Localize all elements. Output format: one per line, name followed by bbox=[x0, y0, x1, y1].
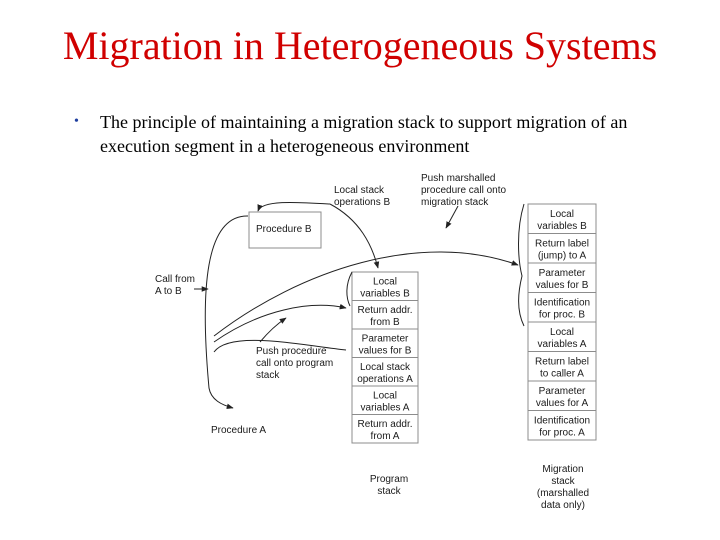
procedure-a-label: Procedure A bbox=[211, 425, 267, 436]
push-marshalled-arrow bbox=[446, 206, 458, 228]
push-marshalled-label: Push marshalled procedure call onto migration stack bbox=[421, 173, 507, 208]
migration-stack-cell-label: Identification for proc. B bbox=[533, 297, 591, 321]
migration-stack-cell-label: Identification for proc. A bbox=[533, 415, 591, 439]
migration-stack-cell-label: Local variables B bbox=[537, 208, 587, 232]
migration-stack-cell-label: Parameter values for A bbox=[535, 385, 589, 409]
migration-stack-caption: Migration stack (marshalled data only) bbox=[536, 464, 590, 511]
call-flow-curve bbox=[205, 216, 248, 408]
push-procedure-arrow bbox=[260, 318, 286, 342]
migration-bracket bbox=[519, 204, 525, 326]
local-ops-b-arrow bbox=[258, 202, 330, 211]
migration-stack-cell-label: Return label to caller A bbox=[535, 356, 589, 380]
migration-stack-cell-label: Local variables A bbox=[537, 326, 587, 350]
migration-stack bbox=[528, 204, 596, 440]
program-stack-cell-label: Local variables B bbox=[360, 276, 410, 300]
program-stack-cell-label: Return addr. from B bbox=[357, 304, 413, 328]
program-stack-cell-label: Return addr. from A bbox=[357, 418, 413, 442]
migration-stack-cell-label: Return label (jump) to A bbox=[535, 238, 589, 262]
call-from-label: Call from A to B bbox=[155, 274, 196, 297]
bullet-text: The principle of maintaining a migration stack to support migration of an execution segment in a heterogeneous environment bbox=[100, 112, 628, 156]
program-stack bbox=[352, 272, 418, 443]
slide-title: Migration in Heterogeneous Systems bbox=[62, 23, 658, 68]
bullet-dot: • bbox=[74, 114, 79, 129]
program-stack-cell-label: Local variables A bbox=[360, 390, 410, 414]
program-bracket bbox=[347, 272, 352, 306]
program-stack-cell-label: Local stack operations A bbox=[357, 361, 413, 385]
program-stack-curve bbox=[214, 305, 346, 342]
migration-stack-cell-label: Parameter values for B bbox=[535, 267, 589, 291]
procedure-b-label: Procedure B bbox=[256, 224, 312, 235]
program-stack-caption: Program stack bbox=[369, 474, 409, 497]
local-stack-ops-b-label: Local stack operations B bbox=[334, 185, 391, 208]
program-stack-cell-label: Parameter values for B bbox=[358, 333, 412, 357]
push-procedure-label: Push procedure call onto program stack bbox=[256, 346, 334, 381]
local-ops-b-down-arrow bbox=[330, 204, 378, 268]
